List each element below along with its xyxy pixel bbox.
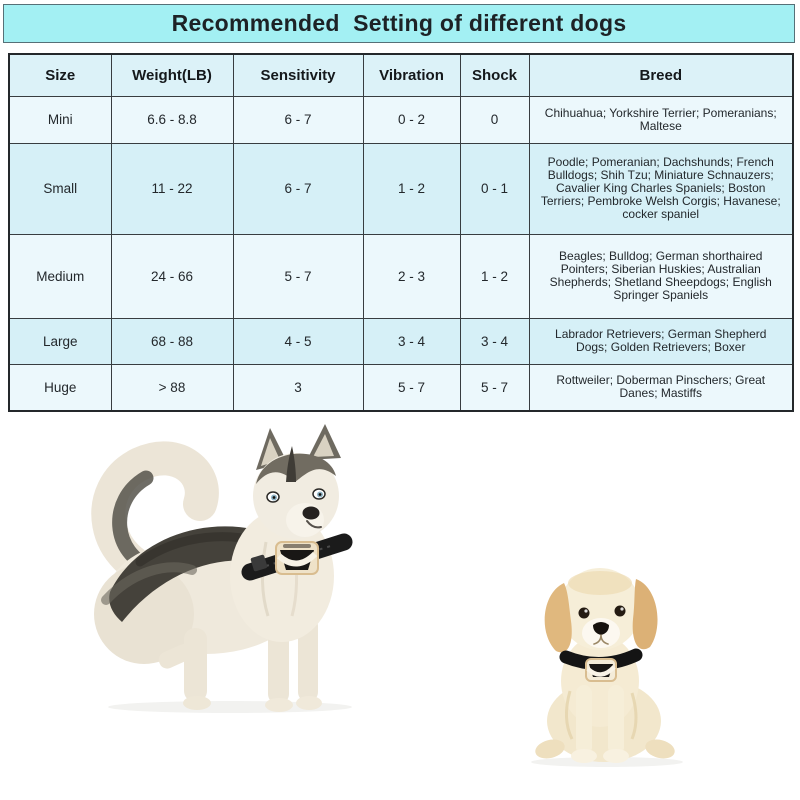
cell-breed: Rottweiler; Doberman Pinschers; Great Danes; Mastiffs [529, 364, 793, 411]
cell-shock: 1 - 2 [460, 234, 529, 318]
cell-vibration: 2 - 3 [363, 234, 460, 318]
cell-size: Medium [9, 234, 111, 318]
husky-nose [303, 507, 320, 520]
cell-weight: 24 - 66 [111, 234, 233, 318]
cell-sensitivity: 3 [233, 364, 363, 411]
cell-breed: Poodle; Pomeranian; Dachshunds; French Bulldogs; Shih Tzu; Miniature Schnauzers; Cavalier King Charles Spaniels; Boston Terriers; Pembroke Welsh Corgis; Havanese; cocker spaniel [529, 143, 793, 234]
cell-weight: 11 - 22 [111, 143, 233, 234]
cell-shock: 3 - 4 [460, 318, 529, 364]
column-header-weight: Weight(LB) [111, 54, 233, 96]
cell-shock: 0 - 1 [460, 143, 529, 234]
cell-shock: 0 [460, 96, 529, 143]
page-title: Recommended Setting of different dogs [171, 10, 627, 36]
cell-breed: Chihuahua; Yorkshire Terrier; Pomeranians; Maltese [529, 96, 793, 143]
cell-weight: > 88 [111, 364, 233, 411]
cell-vibration: 3 - 4 [363, 318, 460, 364]
collar-device [276, 542, 318, 574]
husky-head [253, 424, 341, 539]
cell-sensitivity: 6 - 7 [233, 96, 363, 143]
column-header-breed: Breed [529, 54, 793, 96]
column-header-shock: Shock [460, 54, 529, 96]
column-header-vibration: Vibration [363, 54, 460, 96]
cell-vibration: 1 - 2 [363, 143, 460, 234]
table-row-mini [9, 96, 793, 143]
settings-table [8, 53, 794, 412]
cell-weight: 6.6 - 8.8 [111, 96, 233, 143]
cell-size: Large [9, 318, 111, 364]
column-header-sensitivity: Sensitivity [233, 54, 363, 96]
cell-vibration: 0 - 2 [363, 96, 460, 143]
cell-vibration: 5 - 7 [363, 364, 460, 411]
puppy-dog-image [512, 563, 702, 771]
column-header-size: Size [9, 54, 111, 96]
table-row-large [9, 318, 793, 364]
puppy-head [545, 568, 658, 652]
collar-device [586, 659, 616, 681]
table-row-medium [9, 234, 793, 318]
cell-sensitivity: 5 - 7 [233, 234, 363, 318]
title-bar [3, 4, 795, 43]
cell-weight: 68 - 88 [111, 318, 233, 364]
cell-size: Mini [9, 96, 111, 143]
cell-shock: 5 - 7 [460, 364, 529, 411]
cell-sensitivity: 6 - 7 [233, 143, 363, 234]
cell-size: Small [9, 143, 111, 234]
puppy-right-ear [633, 579, 658, 649]
husky-dog-image [80, 424, 370, 716]
cell-size: Huge [9, 364, 111, 411]
header-row [9, 54, 793, 96]
table-row-small [9, 143, 793, 234]
table-row-huge [9, 364, 793, 411]
cell-breed: Beagles; Bulldog; German shorthaired Pointers; Siberian Huskies; Australian Shepherds; Shetland Sheepdogs; English Springer Spaniels [529, 234, 793, 318]
cell-sensitivity: 4 - 5 [233, 318, 363, 364]
cell-breed: Labrador Retrievers; German Shepherd Dogs; Golden Retrievers; Boxer [529, 318, 793, 364]
